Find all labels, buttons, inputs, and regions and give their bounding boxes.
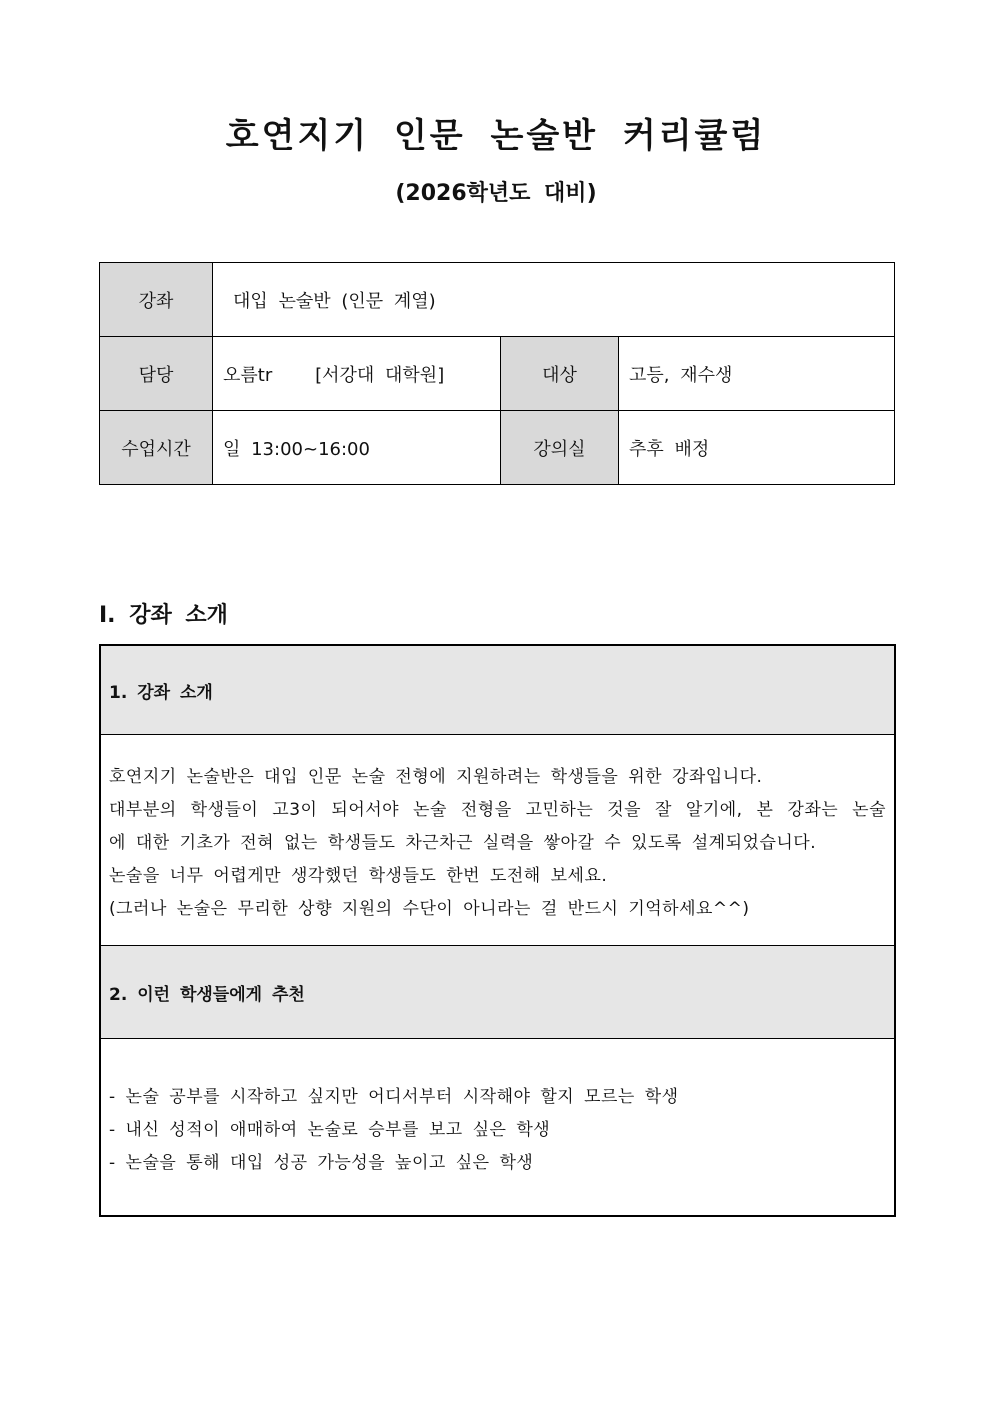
intro-body xyxy=(101,734,894,945)
list-item: - 내신 성적이 애매하여 논술로 승부를 보고 싶은 학생 xyxy=(109,1120,551,1140)
intro-heading: 1. 강좌 소개 xyxy=(101,646,894,734)
time-label: 수업시간 xyxy=(100,411,213,485)
table-row xyxy=(100,263,895,337)
intro-line: 호연지기 논술반은 대입 인문 논술 전형에 지원하려는 학생들을 위한 강좌입니다. xyxy=(109,767,763,787)
intro-line: 논술을 너무 어렵게만 생각했던 학생들도 한번 도전해 보세요. xyxy=(109,866,608,886)
recommend-body xyxy=(101,1038,894,1215)
intro-line: (그러나 논술은 무리한 상향 지원의 수단이 아니라는 걸 반드시 기억하세요^^) xyxy=(109,899,750,919)
teacher-value: 오름tr [서강대 대학원] xyxy=(213,337,501,411)
room-value: 추후 배정 xyxy=(619,411,895,485)
course-label: 강좌 xyxy=(100,263,213,337)
list-item: - 논술을 통해 대입 성공 가능성을 높이고 싶은 학생 xyxy=(109,1153,534,1173)
document-subtitle: (2026학년도 대비) xyxy=(395,181,597,206)
time-value: 일 13:00~16:00 xyxy=(213,411,501,485)
target-label: 대상 xyxy=(501,337,619,411)
intro-line: 에 대한 기초가 전혀 없는 학생들도 차근차근 실력을 쌓아갈 수 있도록 설계되었습니다. xyxy=(109,833,817,853)
recommend-heading: 2. 이런 학생들에게 추천 xyxy=(101,945,894,1038)
intro-line: 대부분의 학생들이 고3이 되어서야 논술 전형을 고민하는 것을 잘 알기에, 본 강좌는 논술 xyxy=(109,800,886,820)
document-title: 호연지기 인문 논술반 커리큘럼 xyxy=(225,116,767,156)
list-item: - 논술 공부를 시작하고 싶지만 어디서부터 시작해야 할지 모르는 학생 xyxy=(109,1087,679,1107)
table-row xyxy=(100,337,895,411)
table-row xyxy=(100,411,895,485)
course-value: 대입 논술반 (인문 계열) xyxy=(213,263,895,337)
teacher-label: 담당 xyxy=(100,337,213,411)
course-info-table xyxy=(99,262,895,485)
section-title: Ⅰ. 강좌 소개 xyxy=(99,603,228,628)
course-intro-box xyxy=(99,644,896,1217)
room-label: 강의실 xyxy=(501,411,619,485)
target-value: 고등, 재수생 xyxy=(619,337,895,411)
